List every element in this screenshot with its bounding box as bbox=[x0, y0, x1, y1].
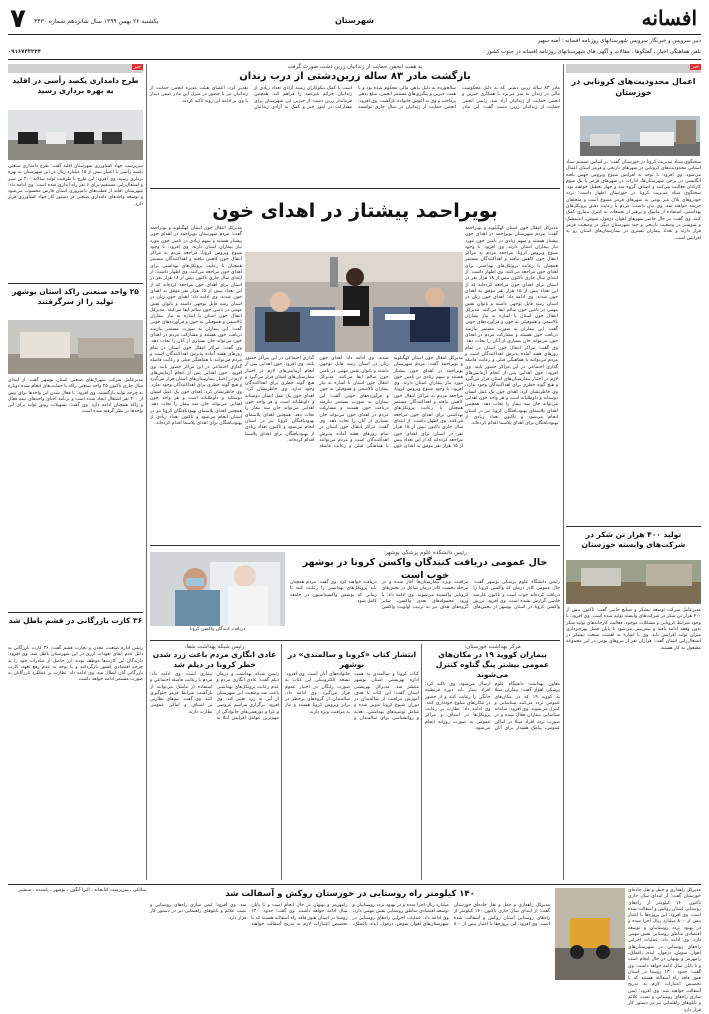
bottom-left-text bbox=[8, 888, 146, 980]
bottom-article-2 bbox=[285, 644, 419, 880]
right-headline-1-title: اعمال محدودیت‌های کرونایی در خوزستان bbox=[571, 77, 696, 97]
vaccine-body: رئیس دانشگاه علوم پزشکی بوشهر گفت: حال عمومی کادر درمان که واکسن کرونا را دریافت کرده‌اند خوب است و تاکنون عارضه خاصی گزارش نشده است. وی افزود: تزریق واکسن کرونا در استان بوشهر از بخش‌های مراقبت ویژه بیمارستان‌ها آغاز شده و در مرحله نخست کادر درمان شاغل در بخش‌های کرونایی واکسینه می‌شوند. وی ادامه داد: با ورود محموله‌های بعدی واکسن، سایر گروه‌های هدف نیز به ترتیب اولویت واکسن دریافت خواهند کرد. وی گفت: مردم همچنان باید پروتکل‌های بهداشتی را رعایت کنند تا زمانی که پوشش واکسیناسیون در جامعه کامل شود. bbox=[290, 580, 560, 611]
top-center-story bbox=[150, 64, 560, 186]
right-column-bar bbox=[566, 64, 701, 73]
divider bbox=[8, 884, 701, 885]
column-divider bbox=[563, 64, 564, 880]
bottom-strip-body: مدیرکل راهداری و حمل و نقل جاده‌ای خوزستان گفت: از ابتدای سال جاری تاکنون ۱۴۰ کیلومتر از راه‌های روستایی استان روکش و آسفالت شده است. وی افزود: این پروژه‌ها با اعتبار بیش از ۸۰۰ میلیارد ریال اجرا شده و در بهبود تردد روستاییان و توسعه اقتصادی مناطق روستایی نقش مهمی دارد. وی ادامه داد: عملیات اجرایی راه‌های روستایی در شهرستان‌های اهواز، شوش، دزفول، ایذه، باغملک، رامهرمز و بهبهان در حال انجام است و تا پایان سال ادامه خواهد داشت. وی گفت: حدود ۱۳۰۰ روستا در استان هنوز فاقد راه آسفالته هستند که با تخصیص اعتبارات لازم به تدریج آسفالت خواهند شد. وی افزود: ایمن سازی راه‌های روستایی و نصب علائم و تابلوهای راهنمایی نیز در دستور کار قرار دارد. bbox=[150, 903, 551, 927]
bottom-strip-title: ۱۴۰ کیلومتر راه روستایی در خوزستان روکش و آسفالت شد bbox=[225, 889, 475, 899]
bottom-article-3-title: عادی انگاری مردم باعث زرد شدن خطر کرونا در دیلم شد bbox=[152, 650, 277, 669]
divider bbox=[150, 188, 560, 189]
left-headline-2-title: ۲۵ واحد صنعتی راکد استان بوشهر تولید را از سرگرفتند bbox=[12, 287, 139, 306]
vaccine-caption: دریافت کنندگان واکسن کرونا bbox=[189, 627, 246, 632]
contact-line bbox=[8, 49, 701, 60]
editor-line: دبیر سرویس و خبرنگار سرویس شهرستانهای روزنامه افسانه : آمنه سهیر bbox=[537, 38, 701, 44]
bottom-article-1-title: بیماران کووید ۱۹ در مکان‌های عمومی بیشتر پنگ گناوه کنترل می‌شوند bbox=[435, 650, 550, 679]
page-number: ۷ bbox=[10, 4, 26, 34]
main-feature-title: بویراحمد پیشتاز در اهدای خون bbox=[212, 200, 498, 222]
left-headline-1 bbox=[8, 76, 143, 108]
left-column-tag: خبر bbox=[133, 64, 141, 70]
right-column-tag: خبر bbox=[691, 64, 699, 70]
left-headline-3 bbox=[8, 616, 143, 644]
bottom-article-1-kicker: مرکز بهداشت خوزستان: bbox=[464, 644, 521, 650]
right-headline-2 bbox=[566, 530, 701, 556]
bottom-strip-header bbox=[150, 888, 550, 902]
bottom-article-1-body: معاون بهداشت دانشگاه علوم پزشکی اهواز گفت: بیماران مبتلا به کووید ۱۹ که در مکان‌های عمومی تردد می‌کنند شناسایی و کنترل می‌شوند. وی افزود: سامانه شناسایی بیماران فعال شده و در صورت تردد افراد مبتلا در اماکن عمومی، پیامک هشدار برای آنان ارسال می‌شود. وی تاکید کرد: افراد بیمار باید دوره قرنطینه خانگی را رعایت کنند و از حضور در مکان‌های شلوغ خودداری کنند. وی ادامه داد: نظارت بر رعایت پروتکل‌ها در اصناف و مراکز عمومی به صورت روزانه انجام می‌شود. bbox=[425, 682, 560, 732]
left-headline-1-title: طرح دامداری یکصد رأسی در اقلید به بهره برداری رسید bbox=[12, 76, 139, 95]
dairy-farm-photo bbox=[8, 110, 143, 160]
top-story-kicker: به همت انجمن حمایت از زندانیان زرین دشت صورت گرفت bbox=[287, 64, 423, 70]
left-column-bar bbox=[8, 64, 143, 73]
bottom-article-1 bbox=[425, 644, 560, 880]
sugar-factory-photo bbox=[566, 560, 701, 604]
column-divider bbox=[146, 64, 147, 880]
bottom-right-text: مدیرکل راهداری و حمل و نقل جاده‌ای خوزستان گفت: از ابتدای سال جاری تاکنون ۱۴۰ کیلومتر از راه‌های روستایی استان روکش و آسفالت شده است. وی افزود: این پروژه‌ها با اعتبار بیش از ۸۰۰ میلیارد ریال اجرا شده و در بهبود تردد روستاییان و توسعه اقتصادی مناطق روستایی نقش مهمی دارد. وی ادامه داد: عملیات اجرایی راه‌های روستایی در شهرستان‌های اهواز، شوش، دزفول، ایذه، باغملک، رامهرمز و بهبهان در حال انجام است و تا پایان سال ادامه خواهد داشت. وی گفت: حدود ۱۳۰۰ روستا در استان هنوز فاقد راه آسفالته هستند که با تخصیص اعتبارات لازم به تدریج آسفالت خواهند شد. وی افزود: ایمن سازی راه‌های روستایی و نصب علائم و تابلوهای راهنمایی نیز در دستور کار قرار دارد. bbox=[628, 888, 702, 1013]
bottom-article-2-body: کتاب کرونا و سالمندی به همت اداره بهزیستی استان بوشهر منتشر شد. مدیرکل بهزیستی استان گفت: این کتاب با هدف آموزش مراقبت از سالمندان در دوران شیوع کرونا تدوین شده و شامل توصیه‌های بهداشتی، تغذیه و روانشناسی برای سالمندان و خانواده‌های آنان است. وی افزود: نسخه الکترونیکی این کتاب به صورت رایگان در اختیار عموم قرار می‌گیرد. وی ادامه داد: سالمندان از گروه‌های پرخطر در برابر ویروس کرونا هستند و نیاز به مراقبت ویژه دارند. bbox=[285, 672, 419, 722]
left-article-1-body: سرپرست جهاد کشاورزی شهرستان اقلید گفت: طرح دامداری صنعتی یکصد رأسی با اعتبار بیش از ۱۵ میلیارد ریال در این شهرستان به بهره برداری رسید. وی افزود: این طرح با ظرفیت تولید سالانه ۲۰۰ تن شیر و اشتغال‌زایی مستقیم برای ۶ نفر راه اندازی شده است. وی ادامه داد: شهرستان اقلید از قطب‌های دامپروری استان فارس محسوب می‌شود و توسعه واحدهای دامداری صنعتی در دستور کار جهاد کشاورزی قرار دارد. bbox=[8, 164, 144, 207]
bottom-article-3 bbox=[150, 644, 279, 880]
divider bbox=[150, 545, 560, 546]
column-divider bbox=[281, 644, 282, 880]
right-article-2-body: مدیرعامل شرکت توسعه نیشکر و صنایع جانبی گفت: تاکنون بیش از ۴۰۰ هزار تن شکر در شرکت‌های وابسته تولید شده است. وی افزود: با وجود شرایط کرونایی و مشکلات موجود، فعالیت کارخانه‌های تولید شکر بدون وقفه ادامه یافته و پیش‌بینی می‌شود تا پایان فصل بهره‌برداری میزان تولید افزایش یابد. وی با اشاره به اهمیت صنعت نیشکر در اشتغال‌زایی استان گفت: هزاران نفر از نیروهای بومی در این مجموعه مشغول به کار هستند. bbox=[566, 608, 701, 651]
road-construction-photo bbox=[555, 888, 625, 980]
blood-donation-photo bbox=[245, 252, 463, 352]
left-article-2-body: مدیرعامل شرکت شهرک‌های صنعتی استان بوشهر گفت: از ابتدای سال جاری تاکنون ۲۵ واحد صنعتی راکد با حمایت‌های انجام شده دوباره به چرخه تولید بازگشتند. وی افزود: با فعال شدن این واحدها برای بیش از ۳۰۰ نفر اشتغال ایجاد شده است و برنامه احیای واحدهای نیمه فعال و راکد همچنان ادامه دارد. وی گفت: تسهیلات رونق تولید برای این واحدها در نظر گرفته شده است. bbox=[8, 378, 143, 415]
main-feature-body: مدیرکل انتقال خون استان کهگیلویه و بویراحمد گفت: مردم شهرستان بویراحمد در اهدای خون پیشتاز هستند و سهم زیادی در تامین خون مورد نیاز بیماران استان دارند. وی افزود: با وجود شیوع ویروس کرونا، مراجعه مردم به مراکز انتقال خون کاهش نیافته و اهداکنندگان مستمر همچنان با رعایت پروتکل‌های بهداشتی برای اهدای خون مراجعه می‌کنند. وی اظهار داشت: از ابتدای سال جاری تاکنون بیش از ۱۸ هزار نفر در استان برای اهدای خون مراجعه کرده‌اند که از این تعداد بیش از ۱۵ هزار نفر موفق به اهدای خون شدند. وی ادامه داد: اهدای خون زنان در استان رشد قابل توجهی داشته و بانوان نقش مهمی در تامین خون سالم ایفا می‌کنند. مدیرکل انتقال خون استان با اشاره به نیاز بیماران تالاسمی و هموفیلی به خون و فرآورده‌های خونی گفت: این بیماران به صورت مستمر نیازمند دریافت خون هستند و مشارکت مردم در اهدای خون می‌تواند جان بسیاری از آنان را نجات دهد. وی گفت: مراکز انتقال خون استان در تمام روزهای هفته آماده پذیرش اهداکنندگان است و مردم می‌توانند با هماهنگی قبلی و رعایت فاصله گذاری اجتماعی در این مراکز حضور یابند. وی افزود: خون اهدایی پس از انجام آزمایش‌های لازم در اختیار بیمارستان‌های استان قرار می‌گیرد و هیچ گونه خطری برای اهداکنندگان وجود ندارد. وی خاطرنشان کرد: اهدای خون یک عمل انسان دوستانه و داوطلبانه است و هر واحد خون اهدایی می‌تواند جان سه بیمار را نجات دهد. همچنین اهدای پلاسمای بهبودیافتگان کرونا نیز در استان انجام می‌شود و تاکنون تعداد زیادی از بهبودیافتگان برای اهدای پلاسما اقدام کرده‌اند. bbox=[465, 226, 559, 427]
left-headline-3-title: ۳۶ کارت بازرگانی در قشم باطل شد bbox=[8, 616, 143, 625]
bottom-article-3-body: رئیس شبکه بهداشت و درمان دیلم گفت: عادی انگاری مردم و عدم رعایت پروتکل‌های بهداشتی باعث شد وضعیت این شهرستان از آبی به زرد تغییر کند. وی افزود: برگزاری مراسم عروسی و عزا و دورهمی‌های خانوادگی از مهم‌ترین عوامل افزایش ابتلا به بیماری است. وی ادامه داد: مردم با رعایت فاصله اجتماعی و استفاده از ماسک می‌توانند از بازگشت شرایط قرمز جلوگیری کنند. وی گفت: تیم‌های نظارتی بر اصناف و اماکن عمومی نظارت دارند. bbox=[150, 672, 279, 722]
right-headline-2-title: تولید ۴۰۰ هزار تن شکر در شرکت‌های وابسته خوزستان bbox=[581, 530, 686, 549]
main-feature-body-lower: مدیرکل انتقال خون استان کهگیلویه و بویراحمد گفت: مردم شهرستان بویراحمد در اهدای خون پیشتاز هستند و سهم زیادی در تامین خون مورد نیاز بیماران استان دارند. وی افزود: با وجود شیوع ویروس کرونا، مراجعه مردم به مراکز انتقال خون کاهش نیافته و اهداکنندگان مستمر همچنان با رعایت پروتکل‌های بهداشتی برای اهدای خون مراجعه می‌کنند. وی اظهار داشت: از ابتدای سال جاری تاکنون بیش از ۱۸ هزار نفر در استان برای اهدای خون مراجعه کرده‌اند که از این تعداد بیش از ۱۵ هزار نفر موفق به اهدای خون شدند. وی ادامه داد: اهدای خون زنان در استان رشد قابل توجهی داشته و بانوان نقش مهمی در تامین خون سالم ایفا می‌کنند. مدیرکل انتقال خون استان با اشاره به نیاز بیماران تالاسمی و هموفیلی به خون و فرآورده‌های خونی گفت: این بیماران به صورت مستمر نیازمند دریافت خون هستند و مشارکت مردم در اهدای خون می‌تواند جان بسیاری از آنان را نجات دهد. وی گفت: مراکز انتقال خون استان در تمام روزهای هفته آماده پذیرش اهداکنندگان است و مردم می‌توانند با هماهنگی قبلی و رعایت فاصله گذاری اجتماعی در این مراکز حضور یابند. وی افزود: خون اهدایی پس از انجام آزمایش‌های لازم در اختیار بیمارستان‌های استان قرار می‌گیرد و هیچ گونه خطری برای اهداکنندگان وجود ندارد. وی خاطرنشان کرد: اهدای خون یک عمل انسان دوستانه و داوطلبانه است و هر واحد خون اهدایی می‌تواند جان سه بیمار را نجات دهد. همچنین اهدای پلاسمای بهبودیافتگان کرونا نیز در استان انجام می‌شود و تاکنون تعداد زیادی از بهبودیافتگان برای اهدای پلاسما اقدام کرده‌اند. bbox=[245, 356, 463, 450]
top-story-body: مادر ۸۳ ساله زرین دشتی که به دلیل محکومیت مالی در زندان به سر می‌برد با همکاری خیرین و انجمن حمایت از زندانیان آزاد شد. رئیس انجمن حمایت از زندانیان زرین دشت گفت: این مادر سالخورده به دلیل بدهی مالی محکوم شده بود و با همت خیرین و پیگیری‌های مستمر انجمن، مبلغ بدهی پرداخت و وی به آغوش خانواده بازگشت. وی افزود: انجمن حمایت از زندانیان در سال جاری توانسته است با کمک نیکوکاران زمینه آزادی تعداد زیادی از زندانیان جرائم غیرعمد را فراهم کند. همچنین فرماندار زرین دشت از خیرین این شهرستان برای مشارکت در امور خیر و کمک به آزادی زندانیان تقدیر کرد. اعضای هیئت مدیره انجمن حمایت از زندانیان نیز با حضور در منزل این مادر ضمن دیدار با وی بر ادامه این روند تاکید کردند. bbox=[150, 86, 560, 110]
divider bbox=[566, 526, 701, 527]
vaccine-header bbox=[290, 550, 560, 581]
vaccine-photo bbox=[150, 552, 285, 626]
divider bbox=[150, 640, 560, 641]
top-story-title: بازگشت مادر ۸۳ ساله زرین‌دشتی از درب زندان bbox=[239, 71, 471, 82]
industrial-site-photo bbox=[8, 320, 143, 374]
bottom-left-credits: سالکی ، سرپرست کتابخانه ، الیزا آبگون ، بوشهر ، پاشنده ، شبشیر bbox=[18, 888, 146, 893]
bottom-article-2-title: انتشار کتاب «کرونا و سالمندی» در بوشهر bbox=[287, 650, 417, 669]
masthead bbox=[8, 6, 701, 35]
contact-text: تلفن هماهنگی اخبار ، گفتگوها ، مقالات و آگهی های شهرستانهای روزنامه افسانه در جنوب کشور : bbox=[483, 49, 701, 55]
divider bbox=[8, 283, 143, 284]
column-divider bbox=[421, 644, 422, 880]
contact-phone: ۰۹۱۶۷۴۳۲۴۴ bbox=[8, 49, 41, 55]
bottom-article-3-kicker: رئیس شبکه بهداشت شفا: bbox=[184, 644, 245, 650]
right-article-1-body: سخنگوی ستاد مدیریت کرونا در خوزستان گفت: بر اساس تصمیم ستاد استانی محدودیت‌های کرونایی در شهرهای نارنجی و قرمز استان اعمال می‌شود. وی افزود: با توجه به افزایش شیوع ویروس جهش یافته انگلیسی در برخی شهرستان‌ها، ادارات در شهرهای قرمز با یک سوم کارکنان فعالیت می‌کنند و اصناف گروه سه و چهار تعطیل خواهند بود. سخنگوی ستاد مدیریت کرونا در خوزستان اظهار داشت: تردد خودروهای پلاک غیر بومی به شهرهای قرمز ممنوع است و متخلفان جریمه خواهند شد. وی بیان داشت: مردم با رعایت دقیق پروتکل‌های بهداشتی، استفاده از ماسک و پرهیز از تجمعات به کنترل بیماری کمک کنند. وی گفت: در حال حاضر شهرهای اهواز، دزفول، شوش، اندیمشک و شوشتر در وضعیت نارنجی و چند شهرستان دیگر در وضعیت قرمز قرار دارند و تعداد بیماران بستری در بیمارستان‌های استان رو به افزایش است. bbox=[566, 160, 701, 241]
divider bbox=[8, 612, 143, 613]
right-street-photo bbox=[580, 116, 700, 156]
section-title: شهرستان bbox=[334, 16, 375, 25]
right-headline-1 bbox=[566, 76, 701, 116]
left-headline-2 bbox=[8, 287, 143, 317]
main-feature-body-cont: مدیرکل انتقال خون استان کهگیلویه و بویراحمد گفت: مردم شهرستان بویراحمد در اهدای خون پیشتاز هستند و سهم زیادی در تامین خون مورد نیاز بیماران استان دارند. وی افزود: با وجود شیوع ویروس کرونا، مراجعه مردم به مراکز انتقال خون کاهش نیافته و اهداکنندگان مستمر همچنان با رعایت پروتکل‌های بهداشتی برای اهدای خون مراجعه می‌کنند. وی اظهار داشت: از ابتدای سال جاری تاکنون بیش از ۱۸ هزار نفر در استان برای اهدای خون مراجعه کرده‌اند که از این تعداد بیش از ۱۵ هزار نفر موفق به اهدای خون شدند. وی ادامه داد: اهدای خون زنان در استان رشد قابل توجهی داشته و بانوان نقش مهمی در تامین خون سالم ایفا می‌کنند. مدیرکل انتقال خون استان با اشاره به نیاز بیماران تالاسمی و هموفیلی به خون و فرآورده‌های خونی گفت: این بیماران به صورت مستمر نیازمند دریافت خون هستند و مشارکت مردم در اهدای خون می‌تواند جان بسیاری از آنان را نجات دهد. وی گفت: مراکز انتقال خون استان در تمام روزهای هفته آماده پذیرش اهداکنندگان است و مردم می‌توانند با هماهنگی قبلی و رعایت فاصله گذاری اجتماعی در این مراکز حضور یابند. وی افزود: خون اهدایی پس از انجام آزمایش‌های لازم در اختیار بیمارستان‌های استان قرار می‌گیرد و هیچ گونه خطری برای اهداکنندگان وجود ندارد. وی خاطرنشان کرد: اهدای خون یک عمل انسان دوستانه و داوطلبانه است و هر واحد خون اهدایی می‌تواند جان سه بیمار را نجات دهد. همچنین اهدای پلاسمای بهبودیافتگان کرونا نیز در استان انجام می‌شود و تاکنون تعداد زیادی از بهبودیافتگان برای اهدای پلاسما اقدام کرده‌اند. bbox=[150, 226, 243, 427]
newspaper-logo: افسانه bbox=[641, 6, 697, 30]
vaccine-title: حال عمومی دریافت کنندگان واکسن کرونا در بوشهر خوب است bbox=[302, 557, 548, 581]
date-line: یکشنبه ۲۶ بهمن ۱۳۹۹ سال شانزدهم شماره ۴۴۳۰ bbox=[34, 18, 159, 25]
vaccine-kicker: رئیس دانشکده علوم پزشکی بوشهر: bbox=[383, 550, 467, 556]
left-article-3-body: رئیس اداره صنعت، معدن و تجارت قشم گفت: ۳۶ کارت بازرگانی به دلیل عدم ایفای تعهدات ارزی در این شهرستان باطل شد. وی افزود: دارندگان این کارت‌ها موظف بودند ارز حاصل از صادرات خود را به چرخه اقتصادی کشور بازگردانند و با توجه به عدم رفع تعهد، کارت بازرگانی آنان ابطال شد. وی ادامه داد: نظارت بر عملکرد بازرگانان به صورت مستمر ادامه خواهد داشت. bbox=[8, 646, 143, 683]
